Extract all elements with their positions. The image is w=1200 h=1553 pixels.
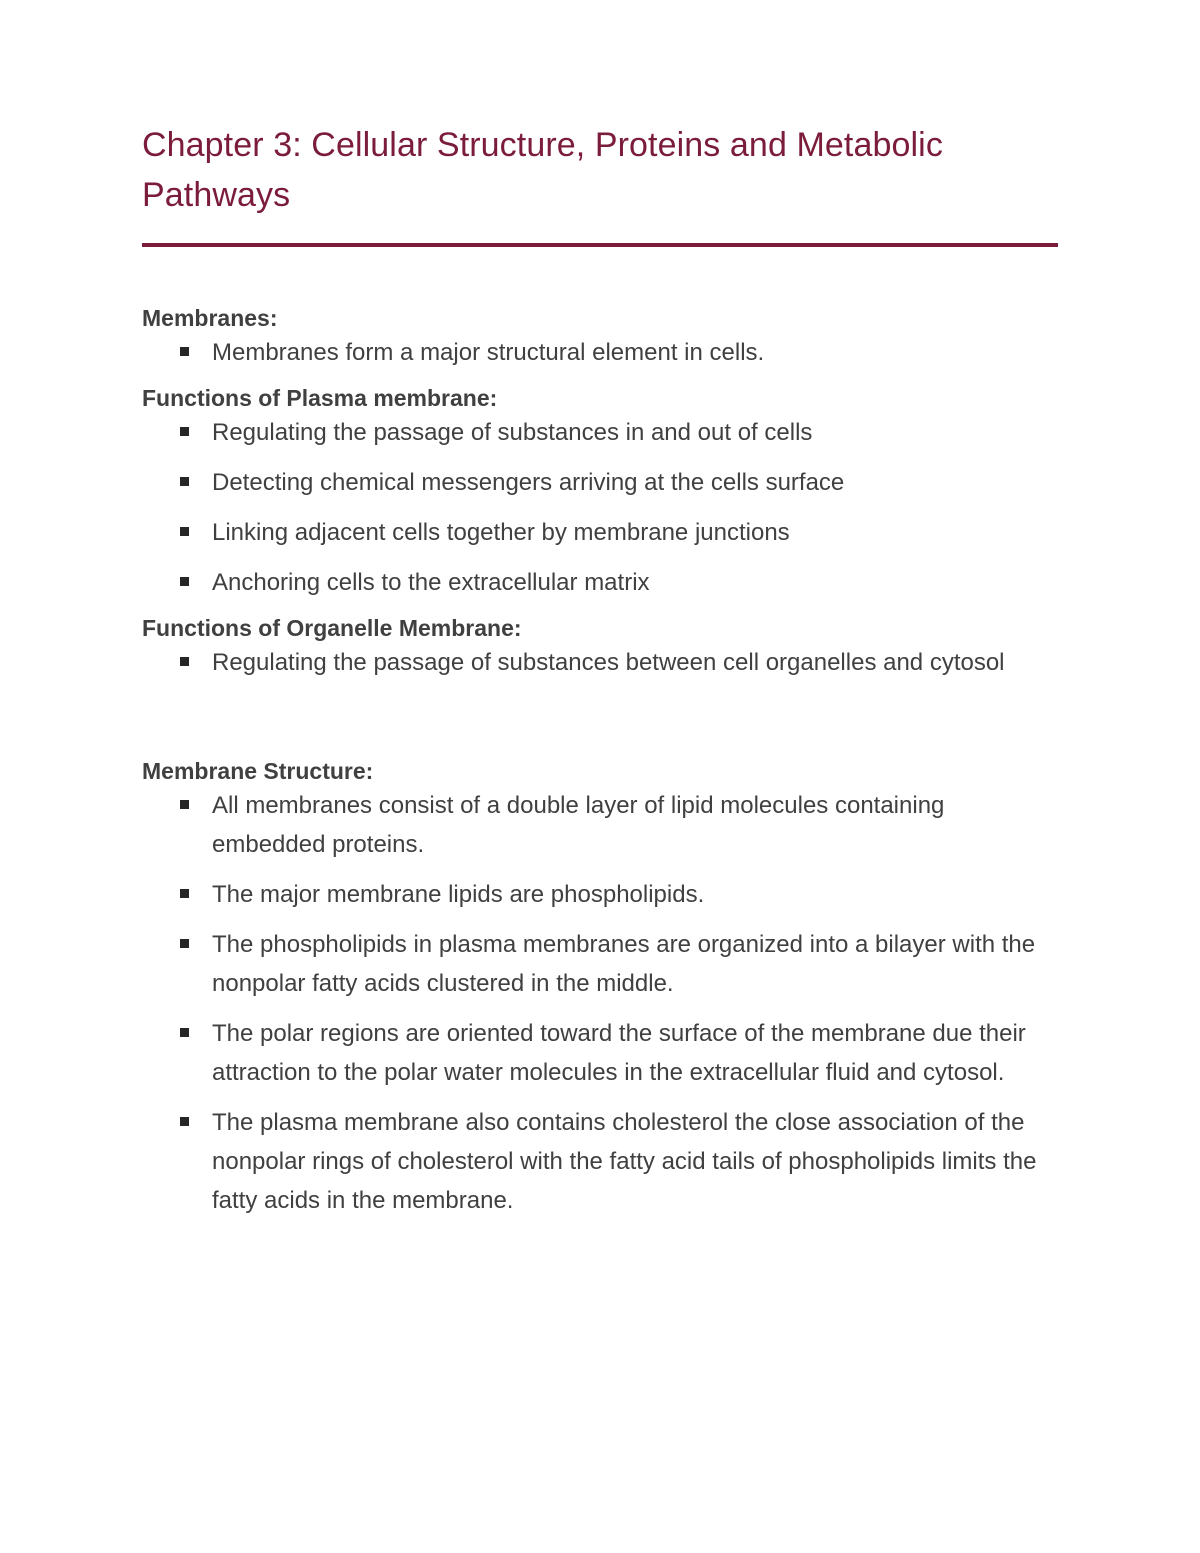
list-item-text: The phospholipids in plasma membranes are organized into a bilayer with the nonpolar fatty acids clustered in the middle. (212, 931, 1036, 997)
list-item-text: The plasma membrane also contains cholesterol the close association of the nonpolar rings of cholesterol with the fatty acid tails of phospholipids limits the fatty acids in the membrane. (212, 1109, 1037, 1214)
square-bullet-icon (180, 1028, 189, 1037)
list-item-text: Regulating the passage of substances in and out of cells (212, 419, 813, 446)
bullet-list-organelle-membrane (142, 643, 1060, 682)
list-item (142, 643, 1060, 682)
document-page (142, 120, 1060, 1220)
square-bullet-icon (180, 427, 189, 436)
list-item-text: The major membrane lipids are phospholipids. (212, 881, 705, 908)
list-item (142, 513, 1060, 552)
square-bullet-icon (180, 889, 189, 898)
list-item-text: Linking adjacent cells together by membrane junctions (212, 519, 790, 546)
title-divider (142, 243, 1058, 247)
list-item-text: Anchoring cells to the extracellular matrix (212, 569, 650, 596)
bullet-list-membranes (142, 333, 1060, 372)
list-item (142, 333, 1060, 372)
square-bullet-icon (180, 800, 189, 809)
bullet-list-plasma-membrane (142, 413, 1060, 602)
section-heading-organelle-membrane: Functions of Organelle Membrane: (142, 615, 522, 641)
square-bullet-icon (180, 527, 189, 536)
list-item-text: Regulating the passage of substances between cell organelles and cytosol (212, 649, 1005, 676)
section-heading-membranes: Membranes: (142, 305, 278, 331)
list-item-text: All membranes consist of a double layer of lipid molecules containing embedded proteins. (212, 792, 945, 858)
list-item (142, 463, 1060, 502)
square-bullet-icon (180, 939, 189, 948)
square-bullet-icon (180, 657, 189, 666)
chapter-title: Chapter 3: Cellular Structure, Proteins and Metabolic Pathways (142, 126, 943, 214)
list-item (142, 875, 1060, 914)
list-item (142, 563, 1060, 602)
square-bullet-icon (180, 477, 189, 486)
square-bullet-icon (180, 1117, 189, 1126)
section-heading-plasma-membrane: Functions of Plasma membrane: (142, 385, 498, 411)
list-item (142, 925, 1060, 1003)
square-bullet-icon (180, 577, 189, 586)
list-item (142, 1014, 1060, 1092)
list-item-text: Membranes form a major structural element in cells. (212, 339, 765, 366)
section-heading-membrane-structure: Membrane Structure: (142, 758, 374, 784)
list-item (142, 786, 1060, 864)
bullet-list-membrane-structure (142, 786, 1060, 1220)
list-item-text: The polar regions are oriented toward the surface of the membrane due their attraction to the polar water molecules in the extracellular fluid and cytosol. (212, 1020, 1026, 1086)
list-item-text: Detecting chemical messengers arriving at the cells surface (212, 469, 845, 496)
list-item (142, 413, 1060, 452)
square-bullet-icon (180, 347, 189, 356)
list-item (142, 1103, 1060, 1220)
